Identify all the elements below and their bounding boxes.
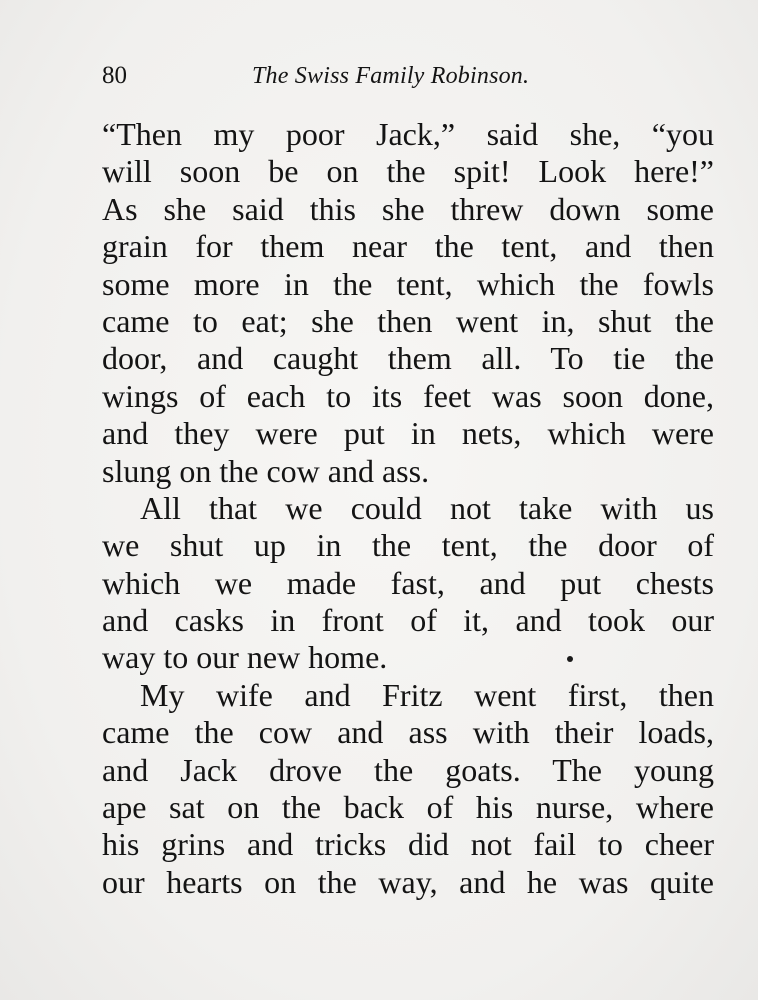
text-line: As she said this she threw down some xyxy=(102,190,714,227)
text-line: grain for them near the tent, and then xyxy=(102,228,714,265)
text-line: some more in the tent, which the fowls xyxy=(102,265,714,302)
body-text xyxy=(102,116,714,901)
ink-speck xyxy=(567,656,573,662)
running-title: The Swiss Family Robinson. xyxy=(252,63,530,89)
text-line: All that we could not take with us xyxy=(140,489,714,526)
text-line: came the cow and ass with their loads, xyxy=(102,714,714,751)
text-line: his grins and tricks did not fail to cheer xyxy=(102,826,714,863)
text-line: and they were put in nets, which were xyxy=(102,415,714,452)
text-line: slung on the cow and ass. xyxy=(102,452,430,489)
text-line: and Jack drove the goats. The young xyxy=(102,751,714,788)
text-line: our hearts on the way, and he was quite xyxy=(102,863,714,900)
text-line: will soon be on the spit! Look here!” xyxy=(102,153,714,190)
text-line: door, and caught them all. To tie the xyxy=(102,340,714,377)
text-line: came to eat; she then went in, shut the xyxy=(102,302,714,339)
text-line: My wife and Fritz went first, then xyxy=(140,676,714,713)
text-line: wings of each to its feet was soon done, xyxy=(102,377,714,414)
text-line: way to our new home. xyxy=(102,639,388,676)
text-line: we shut up in the tent, the door of xyxy=(102,527,714,564)
text-line: “Then my poor Jack,” said she, “you xyxy=(102,116,714,152)
text-line: and casks in front of it, and took our xyxy=(102,602,714,639)
page-number: 80 xyxy=(102,62,127,89)
text-line: ape sat on the back of his nurse, where xyxy=(102,789,714,826)
page-header xyxy=(102,58,714,94)
text-line: which we made fast, and put chests xyxy=(102,564,714,601)
